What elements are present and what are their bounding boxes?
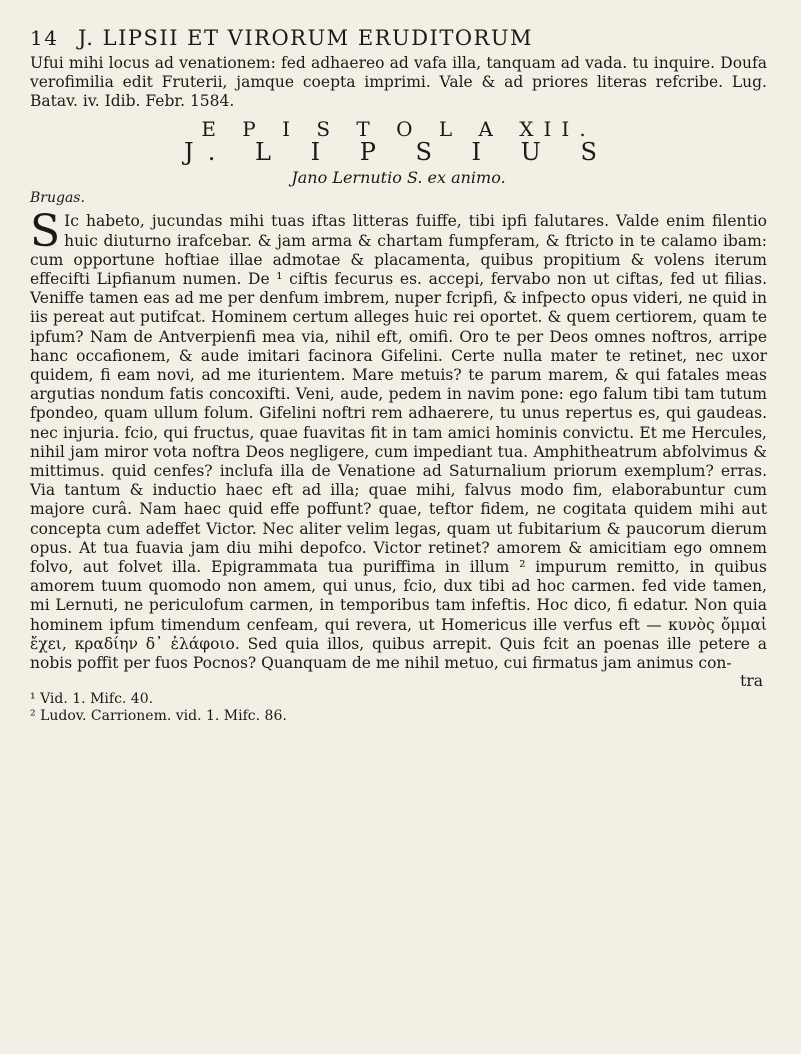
carryover-paragraph: Ufui mihi locus ad venationem: fed adhaereo ad vafa illa, tanquam ad vada. tu inquire. Doufa verofimilia edit Fruterii, jamque coepta imprimi. Vale & ad priores literas refcribe. Lug. Batav. iv. Idib. Febr. 1584. xyxy=(30,54,767,111)
epistle-body-text: Ic habeto, jucundas mihi tuas iftas litteras fuiffe, tibi ipfi falutares. Valde enim filentio huic diuturno irafcebar. & jam arma & chartam fumpferam, & ftricto in te calamo ibam: cum opportune hoftiae illae admotae & placamenta, quibus propitium & volens iterum effecifti Lipfianum numen. De ¹ ciftis fecurus es. accepi, fervabo non ut ciftas, fed ut filias. Veniffe tamen eas ad me per denfum imbrem, nuper fcripfi, & infpecto opus videri, ne quid in iis pereat aut putifcat. Hominem certum alleges huic rei oportet. & quem certiorem, quam te ipfum? Nam de Antverpienfi mea via, nihil eft, omifi. Oro te per Deos omnes noftros, arripe hanc occafionem, & aude imitari facinora Gifelini. Certe nulla mater te retinet, nec uxor quidem, fi eam novi, ad me iturientem. Mare metuis? te parum marem, & qui fatales meas argutias nondum fatis concoxifti. Veni, aude, pedem in navim pone: ego falum tibi tam tutum fpondeo, quam ullum folum. Gifelini noftri rem adhaerere, tu unus repertus es, qui gaudeas. nec injuria. fcio, qui fructus, quae fuavitas fit in tam amici hominis convictu. Et me Hercules, nihil jam miror vota noftra Deos negligere, cum impediant tua. Amphitheatrum abfolvimus & mittimus. quid cenfes? inclufa illa de Venatione ad Saturnalium priorum exemplum? erras. Via tantum & inductio haec eft ad illa; quae mihi, falvus modo fim, elaborabuntur cum majore curâ. Nam haec quid effe poffunt? quae, teftor fidem, ne cogitata quidem mihi aut concepta cum adeffet Victor. Nec aliter velim legas, quam ut fubitarium & paucorum dierum opus. At tua fuavia jam diu mihi depofco. Victor retinet? amorem & amicitiam ego omnem folvo, aut folvet illa. Epigrammata tua puriffima in illum ² impurum remitto, in quibus amorem tuum quomodo non amem, qui unus, fcio, dux tibi ad hoc carmen. fed vide tamen, mi Lernuti, ne periculofum carmen, in temporibus tam infeftis. Hoc dico, fi edatur. Non quia hominem ipfum timendum cenfeam, qui revera, ut Homericus ille verfus eft — κυνὸς ὄμμαἰ ἔχει, κραδίην δ᾽ ἐλάφοιο. Sed quia illos, quibus arrepit. Quis fcit an poenas ille petere a nobis poffit per fuos Pocnos? Quanquam de me nihil metuo, cui firmatus jam animus con- xyxy=(30,212,767,673)
drop-cap: S xyxy=(30,206,61,258)
epistle-addressee: Jano Lernutio S. ex animo. xyxy=(291,168,506,188)
page-number: 14 xyxy=(30,26,59,50)
epistle-author: J. L I P S I U S xyxy=(184,137,613,166)
text-block xyxy=(30,54,767,725)
footnote-2: ² Ludov. Carrionem. vid. 1. Mifc. 86. xyxy=(30,708,287,725)
footnote-1: ¹ Vid. 1. Mifc. 40. xyxy=(30,691,154,708)
running-title: J. LIPSII ET VIRORUM ERUDITORUM xyxy=(78,26,534,50)
epistle-number: E P I S T O L A XII. xyxy=(201,116,596,141)
epistle-body xyxy=(30,206,767,673)
footnotes xyxy=(30,691,767,725)
epistle-place: Brugas. xyxy=(30,190,85,207)
catchword: tra xyxy=(740,672,763,691)
running-header xyxy=(30,26,767,50)
